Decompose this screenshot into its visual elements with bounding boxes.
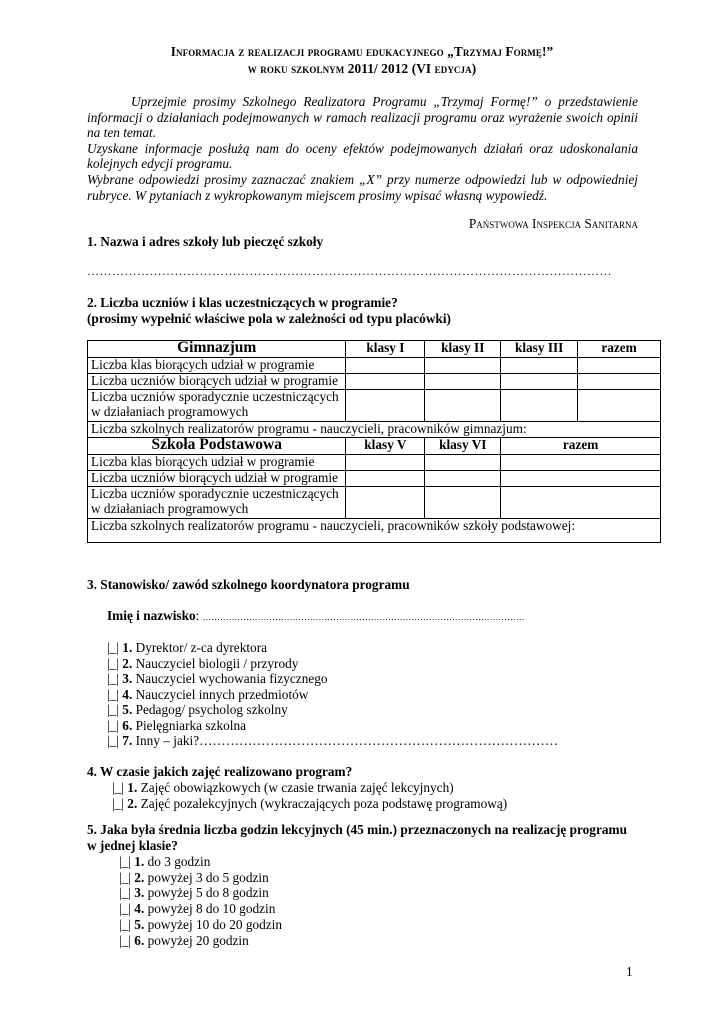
checkbox[interactable]: |_| [112,780,128,795]
row-label: Liczba uczniów sporadycznie uczestniczących w działaniach programowych [88,487,346,519]
option-item[interactable] [119,917,282,933]
row-label: Liczba uczniów biorących udział w programie [88,374,346,390]
colon: : [195,608,203,623]
option-item[interactable] [119,854,210,870]
checkbox[interactable]: |_| [107,640,123,655]
col-header: razem [501,438,661,455]
option-label: Nauczyciel wychowania fizycznego [135,671,328,686]
input-cell[interactable] [501,471,661,487]
input-cell[interactable] [346,358,425,374]
option-label: powyżej 8 do 10 godzin [147,901,276,917]
participants-table [87,340,661,543]
q2-subtitle: (prosimy wypełnić właściwe pola w zależności od typu placówki) [87,311,451,326]
input-cell[interactable] [501,358,578,374]
input-cell[interactable] [346,390,425,422]
row-label[interactable]: Liczba szkolnych realizatorów programu - nauczycieli, pracowników gimnazjum: [88,422,661,438]
q3-title: 3. Stanowisko/ zawód szkolnego koordynatora programu [87,577,410,592]
signature: Państwowa Inspekcja Sanitarna [468,216,638,231]
option-item[interactable] [119,885,269,901]
checkbox[interactable]: |_| [107,655,123,671]
input-cell[interactable] [425,358,501,374]
input-cell[interactable] [501,390,578,422]
input-cell[interactable] [578,358,661,374]
option-number: 5. [122,702,136,717]
podstawowa-header: Szkoła Podstawowa [88,438,346,455]
option-label: Nauczyciel innych przedmiotów [135,686,309,702]
option-number: 1. [134,854,148,869]
doc-title-line1: Informacja z realizacji programu edukacyjnego „Trzymaj Formę!” [170,44,554,59]
name-label: Imię i nazwisko [107,608,196,623]
option-item[interactable] [119,933,249,949]
checkbox[interactable]: |_| [107,686,123,702]
page-number: 1 [626,964,633,979]
q1-title: 1. Nazwa i adres szkoły lub pieczęć szkoły [87,234,324,249]
intro-paragraph-3: Wybrane odpowiedzi prosimy zaznaczać znakiem „X” przy numerze odpowiedzi lub w odpowiedniej rubryce. W pytaniach z wykropkowanym miejscem prosimy wpisać własną wypowiedź. [87,171,638,203]
option-number: 5. [134,916,148,932]
option-label: Zajęć obowiązkowych (w czasie trwania zajęć lekcyjnych) [140,780,454,795]
option-label: Pedagog/ psycholog szkolny [135,702,288,717]
q5-title-line1: 5. Jaka była średnia liczba godzin lekcyjnych (45 min.) przeznaczonych na realizację programu [87,822,627,837]
option-item[interactable] [107,718,246,734]
option-label: powyżej 5 do 8 godzin [147,885,269,901]
option-label: do 3 godzin [147,854,211,869]
col-header: razem [578,341,661,358]
option-label: powyżej 10 do 20 godzin [147,916,283,932]
option-label: powyżej 20 godzin [147,932,249,948]
option-item[interactable] [112,780,454,796]
row-label[interactable]: Liczba szkolnych realizatorów programu - nauczycieli, pracowników szkoły podstawowej: [88,519,661,543]
q5-title-line2: w jednej klasie? [87,838,178,853]
option-item[interactable] [112,796,507,812]
checkbox[interactable]: |_| [119,932,135,948]
input-cell[interactable] [346,487,425,519]
checkbox[interactable]: |_| [119,916,135,932]
option-number: 6. [122,717,136,733]
option-label: Dyrektor/ z-ca dyrektora [135,640,268,655]
option-number: 1. [122,640,136,655]
option-number: 6. [134,932,148,948]
input-cell[interactable] [425,487,501,519]
checkbox[interactable]: |_| [107,717,123,733]
input-cell[interactable] [501,374,578,390]
q3-name-row [107,608,525,624]
col-header: klasy VI [425,438,501,455]
option-item[interactable] [107,687,308,703]
checkbox[interactable]: |_| [119,854,135,869]
col-header: klasy II [425,341,501,358]
intro-paragraph-2: Uzyskane informacje posłużą nam do oceny efektów podejmowanych działań oraz udoskonalania kolejnych edycji programu. [87,140,638,172]
option-number: 4. [122,686,136,702]
option-number: 7. [122,733,136,748]
input-cell[interactable] [425,390,501,422]
option-item[interactable] [107,702,288,718]
option-item[interactable] [107,640,267,656]
q2-title: 2. Liczba uczniów i klas uczestniczących w programie? [87,295,398,310]
checkbox[interactable]: |_| [107,671,123,686]
input-cell[interactable] [346,374,425,390]
row-label: Liczba klas biorących udział w programie [88,455,346,471]
option-label: powyżej 3 do 5 godzin [147,869,269,885]
option-label: Pielęgniarka szkolna [135,717,246,733]
checkbox[interactable]: |_| [107,733,123,748]
name-field[interactable]: ............................................................................................................... [202,612,525,622]
option-number: 4. [134,901,148,917]
checkbox[interactable]: |_| [112,795,128,811]
doc-title-line2: w roku szkolnym 2011/ 2012 (VI edycja) [247,61,477,76]
option-item[interactable] [119,901,275,917]
checkbox[interactable]: |_| [107,702,123,717]
input-cell[interactable] [501,455,661,471]
checkbox[interactable]: |_| [119,885,135,901]
input-cell[interactable] [346,455,425,471]
q1-answer-field[interactable]: ……………………………………………………………………………………………………………… [87,264,612,278]
checkbox[interactable]: |_| [119,869,135,885]
option-number: 2. [122,655,136,671]
row-label: Liczba klas biorących udział w programie [88,358,346,374]
row-label: Liczba uczniów sporadycznie uczestniczących w działaniach programowych [88,390,346,422]
input-cell[interactable] [425,374,501,390]
row-label: Liczba uczniów biorących udział w programie [88,471,346,487]
option-item[interactable] [107,656,298,672]
option-number: 3. [134,885,148,901]
col-header: klasy III [501,341,578,358]
checkbox[interactable]: |_| [119,901,135,917]
input-cell[interactable] [425,455,501,471]
intro-paragraph-1: Uprzejmie prosimy Szkolnego Realizatora Programu „Trzymaj Formę!” o przedstawienie informacji o działaniach podejmowanych w ramach realizacji programu oraz wyrażenie swoich opinii na ten temat. [87,94,638,141]
gimnazjum-header: Gimnazjum [88,341,346,358]
col-header: klasy I [346,341,425,358]
option-label: Inny – jaki?……………………………………………………………………… [135,733,559,748]
input-cell[interactable] [346,471,425,487]
input-cell[interactable] [425,471,501,487]
option-number: 2. [134,869,148,885]
option-item[interactable] [107,671,328,687]
option-label: Nauczyciel biologii / przyrody [135,655,299,671]
option-number: 2. [127,795,141,811]
input-cell[interactable] [578,390,661,422]
option-number: 1. [127,780,141,795]
q4-title: 4. W czasie jakich zajęć realizowano program? [87,764,353,779]
intro-text [87,94,638,203]
input-cell[interactable] [578,374,661,390]
option-number: 3. [122,671,136,686]
option-label: Zajęć pozalekcyjnych (wykraczających poza podstawę programową) [140,795,508,811]
option-item[interactable] [119,870,269,886]
option-item[interactable] [107,733,558,749]
col-header: klasy V [346,438,425,455]
input-cell[interactable] [501,487,661,519]
